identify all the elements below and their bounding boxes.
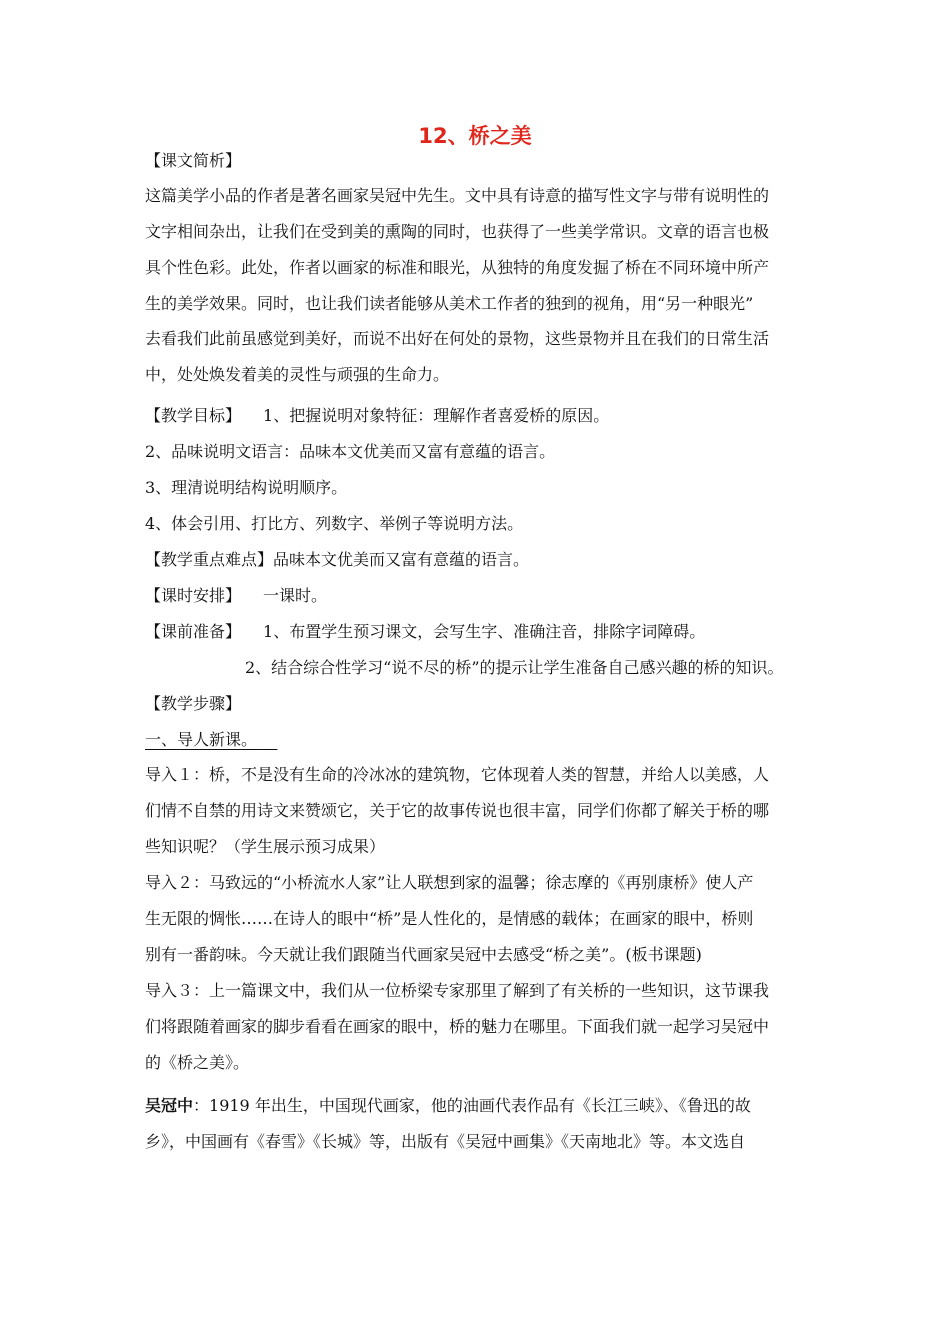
prep-item: 1、布置学生预习课文，会写生字、准确注音，排除字词障碍。 — [263, 622, 706, 641]
intro2-line: 别有一番韵味。今天就让我们跟随当代画家吴冠中去感受“桥之美”。(板书课题) — [145, 945, 702, 964]
goal-item: 2、品味说明文语言：品味本文优美而又富有意蕴的语言。 — [145, 442, 556, 461]
intro1-line: 导入１：桥，不是没有生命的冷冰冰的建筑物，它体现着人类的智慧，并给人以美感，人 — [145, 765, 770, 784]
schedule-label: 【课时安排】 — [145, 586, 242, 605]
intro-paragraph-line: 文字相间杂出，让我们在受到美的熏陶的同时，也获得了一些美学常识。文章的语言也极 — [145, 222, 770, 241]
intro3-line: 们将跟随着画家的脚步看看在画家的眼中，桥的魅力在哪里。下面我们就一起学习吴冠中 — [145, 1017, 770, 1036]
intro-paragraph-line: 中，处处焕发着美的灵性与顽强的生命力。 — [145, 365, 450, 384]
author-line: 乡》，中国画有《春雪》《长城》等，出版有《吴冠中画集》《天南地北》等。本文选自 — [145, 1132, 746, 1151]
intro2-line: 生无限的惆怅……在诗人的眼中“桥”是人性化的，是情感的载体；在画家的眼中，桥则 — [145, 909, 754, 928]
prep-row — [145, 620, 835, 644]
author-row — [145, 1094, 835, 1118]
intro-paragraph-line: 这篇美学小品的作者是著名画家吴冠中先生。文中具有诗意的描写性文字与带有说明性的 — [145, 186, 770, 205]
intro-paragraph-line: 具个性色彩。此处，作者以画家的标准和眼光，从独特的角度发掘了桥在不同环境中所产 — [145, 258, 770, 277]
intro2-line: 导入２：马致远的“小桥流水人家”让人联想到家的温馨；徐志摩的《再别康桥》使人产 — [145, 873, 754, 892]
goal-item: 3、理清说明结构说明顺序。 — [145, 478, 348, 497]
goals-row — [145, 404, 835, 428]
section-heading-intro: 【课文简析】 — [145, 151, 242, 170]
intro1-line: 们情不自禁的用诗文来赞颂它，关于它的故事传说也很丰富，同学们你都了解关于桥的哪 — [145, 801, 770, 820]
prep-item: 2、结合综合性学习“说不尽的桥”的提示让学生准备自己感兴趣的桥的知识。 — [245, 658, 784, 677]
intro-paragraph-line: 生的美学效果。同时，也让我们读者能够从美术工作者的独到的视角，用“另一种眼光” — [145, 294, 754, 313]
keypoint-text: 品味本文优美而又富有意蕴的语言。 — [273, 550, 530, 569]
step-heading — [145, 728, 277, 752]
intro-paragraph-line: 去看我们此前虽感觉到美好，而说不出好在何处的景物，这些景物并且在我们的日常生活 — [145, 329, 770, 348]
author-line: ：1919 年出生，中国现代画家，他的油画代表作品有《长江三峡》、《鲁迅的故 — [193, 1096, 751, 1115]
step-heading-text: 一、导人新课。 — [145, 730, 258, 749]
keypoint-label: 【教学重点难点】 — [145, 550, 274, 569]
goal-item: 1、把握说明对象特征：理解作者喜爱桥的原因。 — [263, 406, 610, 425]
keypoint-row — [145, 548, 835, 572]
section-heading-steps: 【教学步骤】 — [145, 694, 242, 713]
intro3-line: 的《桥之美》。 — [145, 1053, 250, 1072]
goals-label: 【教学目标】 — [145, 406, 242, 425]
intro3-line: 导入３：上一篇课文中，我们从一位桥梁专家那里了解到了有关桥的一些知识，这节课我 — [145, 981, 770, 1000]
author-name: 吴冠中 — [145, 1096, 194, 1115]
prep-label: 【课前准备】 — [145, 622, 242, 641]
goal-item: 4、体会引用、打比方、列数字、举例子等说明方法。 — [145, 514, 524, 533]
schedule-text: 一课时。 — [263, 586, 328, 605]
intro1-line: 些知识呢？（学生展示预习成果） — [145, 837, 386, 856]
document-title: 12、桥之美 — [418, 124, 532, 148]
schedule-row — [145, 584, 835, 608]
